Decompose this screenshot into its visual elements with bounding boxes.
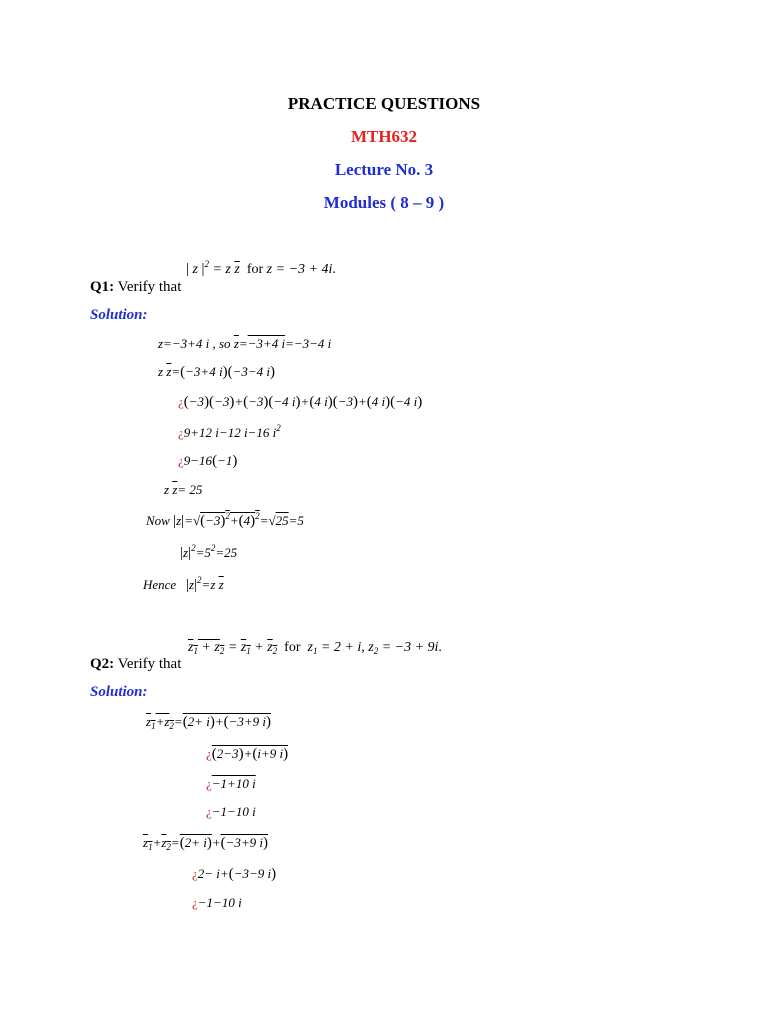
q1-label: Q1: xyxy=(90,279,115,295)
q2-statement: $z_1 + z_2 = z_1 + z_2$ for $z_1 = 2 + i$, $z_2 = -3 + 9i$. xyxy=(188,640,442,656)
course-code: MTH632 xyxy=(350,127,418,146)
q2-line-3: ¿−1+10 i xyxy=(206,776,256,791)
q1-line-3: ¿(−3)(−3)+(−3)(−4 i)+(4 i)(−3)+(4 i)(−4 i) xyxy=(178,394,423,410)
q2-line-5: $z_1+z_2=(2+ i)+(-3+9$ i) xyxy=(143,835,269,852)
q2-line-1: $z_1+z_2=(2+ i)+(-3+9$ i) xyxy=(146,714,272,731)
page-title: PRACTICE QUESTIONS xyxy=(287,94,481,113)
q1-line-7: Now $|z|=√(-3)^2+(4)^2=√25=5$ xyxy=(146,511,304,529)
q2-line-4: ¿−1−10 i xyxy=(206,804,256,819)
now-label: Now xyxy=(146,513,170,528)
modules-range: Modules ( 8 – 9 ) xyxy=(323,193,445,212)
q2-line-6: ¿2− i+(−3−9 i) xyxy=(192,866,277,882)
q2-prompt xyxy=(90,656,181,673)
q1-line-9: Hence $|z|^2=z$ $\overline{z}$ xyxy=(143,575,224,593)
q1-line-5: ¿9−16(−1) xyxy=(178,453,238,469)
q2-label: Q2: xyxy=(90,656,115,672)
q2-line-2: ¿(2−3)+(i+9 i) xyxy=(206,746,289,762)
hence-label: Hence xyxy=(143,577,177,592)
q1-line-1: z=−3+4 i , so $\overline{z}=-3+4$ i=−3−4 i xyxy=(158,336,332,351)
q1-line-6: z $\overline{z}= 25$ xyxy=(164,482,203,497)
q1-line-2: z $\overline{z}=(-3+4$ i)(−3−4 i) xyxy=(158,364,275,380)
q1-text: Verify that xyxy=(117,279,182,295)
q1-line-4: ¿9+12 i−12 i−16 $i^2$ xyxy=(178,423,281,440)
q1-solution-label: Solution: xyxy=(90,307,148,323)
q2-solution-label: Solution: xyxy=(90,684,148,700)
q1-line-8: $|z|^2=5^2=25$ xyxy=(180,543,238,561)
q2-line-7: ¿−1−10 i xyxy=(192,895,242,910)
q1-statement: | z $|^2 = z$ $\overline{z}$ for z = −3 + 4i. xyxy=(186,259,336,277)
q1-prompt xyxy=(90,279,181,296)
q2-text: Verify that xyxy=(117,656,182,672)
lecture-number: Lecture No. 3 xyxy=(334,160,434,179)
